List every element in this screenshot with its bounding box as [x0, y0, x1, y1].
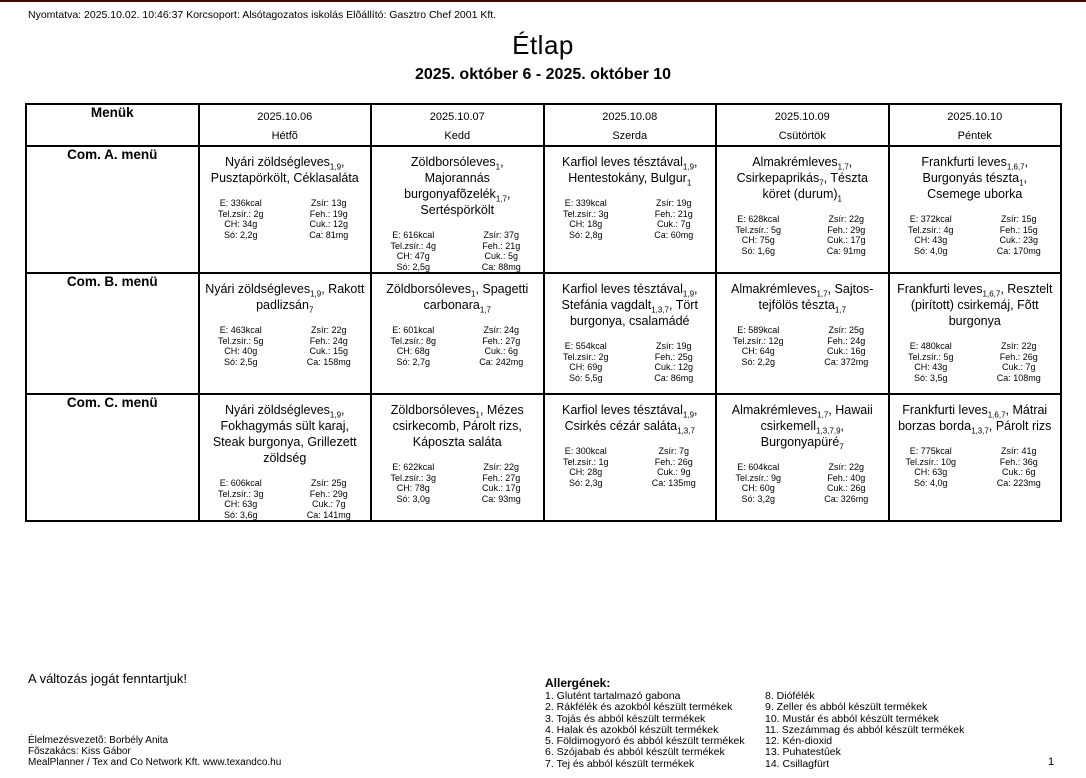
menu-table-header — [26, 104, 1061, 146]
allergen-item: 10. Mustár és abból készült termékek — [765, 712, 939, 725]
nutrition-line: Feh.: 15g — [999, 224, 1038, 235]
nutrition-line: E: 480kcal — [909, 341, 952, 351]
nutrition-line: Só: 5,5g — [568, 372, 603, 383]
nutrition-line: Ca: 88mg — [481, 261, 521, 272]
nutrition-right-column — [643, 198, 705, 240]
nutrition-line: Feh.: 21g — [482, 240, 521, 251]
day-date: 2025.10.08 — [602, 111, 658, 123]
menu-cell — [544, 394, 717, 521]
allergen-item: 2. Rákfélék és azokból készült termékek — [545, 701, 733, 714]
nutrition-line: Ca: 60mg — [654, 229, 694, 240]
nutrition-line: Tel.zsír.: 3g — [562, 208, 609, 219]
nutrition-left-column — [900, 341, 962, 383]
menu-cell — [889, 146, 1062, 273]
nutrition-block — [200, 478, 371, 520]
top-edge-line — [0, 0, 1086, 2]
day-name: Szerda — [612, 130, 648, 142]
nutrition-left-column — [555, 341, 617, 383]
menu-cell — [716, 394, 889, 521]
day-date: 2025.10.06 — [257, 111, 313, 123]
nutrition-line: Cuk.: 26g — [826, 483, 866, 493]
day-header-friday — [889, 104, 1062, 146]
nutrition-line: Só: 1,6g — [741, 245, 776, 256]
nutrition-line: Cuk.: 17g — [481, 483, 521, 493]
nutrition-line: Tel.zsír.: 2g — [217, 208, 264, 219]
nutrition-line: Só: 4,0g — [913, 245, 948, 256]
nutrition-line: E: 622kcal — [392, 462, 435, 472]
nutrition-line: Tel.zsír.: 8g — [390, 335, 437, 346]
nutrition-block — [545, 198, 716, 240]
credit-line: Fõszakács: Kiss Gábor — [28, 746, 131, 758]
nutrition-block — [890, 341, 1061, 383]
nutrition-line: E: 606kcal — [219, 478, 262, 488]
allergen-item: 11. Szezámmag és abból készült termékek — [765, 723, 965, 736]
nutrition-line: Tel.zsír.: 3g — [217, 488, 264, 499]
nutrition-line: Ca: 135mg — [651, 477, 696, 488]
nutrition-line: CH: 69g — [569, 362, 603, 372]
nutrition-line: CH: 63g — [914, 467, 948, 477]
nutrition-block — [200, 325, 371, 367]
nutrition-right-column — [298, 325, 360, 367]
dish-name: Almakrémleves$_{1,7}$, Hawaii csirkemell$_{1,3,7,9}$, Burgonyapüré$_7$ — [731, 403, 873, 452]
nutrition-line: Só: 4,0g — [913, 477, 948, 488]
nutrition-line: Feh.: 26g — [654, 456, 693, 467]
allergen-item: 13. Puhatestûek — [765, 746, 841, 759]
nutrition-line: Zsír: 22g — [310, 325, 347, 335]
dish-name: Nyári zöldségleves$_{1,9}$, Rakott padlizsán$_7$ — [205, 282, 365, 315]
table-header-row — [26, 104, 1061, 146]
nutrition-line: Feh.: 29g — [827, 224, 866, 235]
menu-table-body — [26, 146, 1061, 521]
nutrition-line: Cuk.: 5g — [484, 251, 519, 261]
nutrition-line: Cuk.: 9g — [656, 467, 691, 477]
menu-cell — [371, 394, 544, 521]
nutrition-block — [717, 214, 888, 256]
dish-name: Nyári zöldségleves$_{1,9}$, Pusztapörkölt, Céklasaláta — [210, 155, 359, 185]
nutrition-line: Cuk.: 17g — [826, 235, 866, 245]
allergens-heading: Allergének: — [545, 676, 611, 690]
nutrition-line: Só: 2,2g — [223, 229, 258, 240]
nutrition-line: CH: 78g — [396, 483, 430, 493]
nutrition-line: Feh.: 24g — [309, 335, 348, 346]
allergen-item: 12. Kén-dioxid — [765, 735, 833, 748]
dish-name: Almakrémleves$_{1,7}$, Csirkepaprikás$_7$, Tészta köret $(durum)_1$ — [736, 155, 868, 204]
nutrition-line: Tel.zsír.: 5g — [735, 224, 782, 235]
allergen-item: 1. Glutént tartalmazó gabona — [545, 690, 681, 702]
day-date: 2025.10.10 — [947, 111, 1003, 123]
nutrition-line: Ca: 326mg — [824, 493, 869, 504]
nutrition-line: CH: 40g — [224, 346, 258, 356]
page-number: 1 — [1048, 756, 1055, 768]
disclaimer-text: A változás jogát fenntartjuk! — [28, 671, 187, 686]
nutrition-line: Ca: 141mg — [306, 509, 351, 520]
nutrition-block — [372, 325, 543, 367]
nutrition-line: Feh.: 26g — [999, 351, 1038, 362]
credit-line: MealPlanner / Tex and Co Network Kft. www.texandco.hu — [28, 757, 282, 769]
nutrition-left-column — [210, 198, 272, 240]
nutrition-line: Ca: 242mg — [479, 356, 524, 367]
nutrition-line: CH: 28g — [569, 467, 603, 477]
nutrition-line: Zsír: 15g — [1000, 214, 1037, 224]
allergen-item: 5. Földimogyoró és abból készült termékek — [545, 735, 745, 748]
nutrition-line: Zsír: 37g — [483, 230, 519, 240]
nutrition-line: Cuk.: 7g — [311, 499, 346, 509]
nutrition-block — [545, 341, 716, 383]
day-name: Csütörtök — [778, 130, 826, 142]
nutrition-line: Só: 2,5g — [223, 356, 258, 367]
menu-cell — [889, 273, 1062, 394]
day-name: Hétfõ — [271, 130, 298, 142]
nutrition-block — [200, 198, 371, 240]
dish-name: Karfiol leves tésztával$_{1,9}$, Hentestokány, Bulgur$_1$ — [562, 155, 698, 188]
nutrition-line: CH: 47g — [396, 251, 430, 261]
nutrition-line: E: 775kcal — [909, 446, 952, 456]
nutrition-line: Cuk.: 12g — [309, 219, 349, 229]
allergen-item: 8. Diófélék — [765, 690, 815, 702]
nutrition-line: Ca: 158mg — [306, 356, 351, 367]
nutrition-line: Ca: 372mg — [824, 356, 869, 367]
nutrition-right-column — [988, 214, 1050, 256]
nutrition-line: Tel.zsír.: 3g — [390, 472, 437, 483]
nutrition-line: Tel.zsír.: 4g — [907, 224, 954, 235]
menu-cell — [199, 273, 372, 394]
nutrition-line: Tel.zsír.: 5g — [907, 351, 954, 362]
nutrition-left-column — [382, 325, 444, 367]
nutrition-line: Cuk.: 7g — [656, 219, 691, 229]
nutrition-line: Feh.: 29g — [309, 488, 348, 499]
menu-cell — [199, 146, 372, 273]
nutrition-line: Cuk.: 23g — [999, 235, 1039, 245]
nutrition-line: Só: 2,7g — [396, 356, 431, 367]
date-range-subtitle: 2025. október 6 - 2025. október 10 — [414, 66, 672, 83]
nutrition-line: Só: 2,5g — [396, 261, 431, 272]
day-name: Péntek — [957, 130, 992, 142]
nutrition-line: CH: 75g — [741, 235, 775, 245]
menu-cell — [889, 394, 1062, 521]
nutrition-line: Cuk.: 12g — [654, 362, 694, 372]
day-date: 2025.10.09 — [774, 111, 830, 123]
nutrition-line: CH: 68g — [396, 346, 430, 356]
nutrition-line: CH: 34g — [224, 219, 258, 229]
allergen-item: 4. Halak és azokból készült termékek — [545, 723, 719, 736]
nutrition-line: E: 300kcal — [564, 446, 607, 456]
nutrition-right-column — [815, 325, 877, 367]
nutrition-right-column — [470, 325, 532, 367]
nutrition-line: Cuk.: 6g — [1001, 467, 1036, 477]
nutrition-line: Zsír: 25g — [310, 478, 347, 488]
nutrition-line: CH: 63g — [224, 499, 258, 509]
nutrition-line: Ca: 81mg — [309, 229, 349, 240]
nutrition-line: Tel.zsír.: 12g — [732, 335, 784, 346]
nutrition-right-column — [298, 478, 360, 520]
nutrition-line: E: 554kcal — [564, 341, 607, 351]
menu-cell — [716, 146, 889, 273]
menu-cell — [544, 273, 717, 394]
nutrition-line: E: 601kcal — [392, 325, 435, 335]
nutrition-left-column — [382, 230, 444, 272]
nutrition-left-column — [210, 325, 272, 367]
nutrition-line: Só: 3,2g — [741, 493, 776, 504]
allergen-list-left — [545, 691, 745, 770]
nutrition-block — [890, 446, 1061, 488]
dish-name: Zöldborsóleves$_1$, Mézes csirkecomb, Párolt rizs, Káposzta saláta — [390, 403, 524, 449]
nutrition-block — [372, 462, 543, 504]
menu-row — [26, 273, 1061, 394]
print-metadata-line: Nyomtatva: 2025.10.02. 10:46:37 Korcsoport: Alsótagozatos iskolás Elõállító: Gasztro Chef 2001 Kft. — [28, 9, 497, 21]
nutrition-line: Ca: 93mg — [481, 493, 521, 504]
nutrition-line: Cuk.: 15g — [309, 346, 349, 356]
nutrition-right-column — [815, 462, 877, 504]
nutrition-line: Tel.zsír.: 4g — [390, 240, 437, 251]
nutrition-line: Zsír: 25g — [828, 325, 864, 335]
day-date: 2025.10.07 — [429, 111, 485, 123]
dish-name: Frankfurti leves$_{1,6,7}$, Mátrai borzas borda$_{1,3,7}$, Párolt rizs — [898, 403, 1052, 436]
nutrition-line: Ca: 86mg — [654, 372, 694, 383]
nutrition-line: Zsír: 19g — [655, 341, 692, 351]
nutrition-line: Feh.: 36g — [999, 456, 1038, 467]
menu-row-label: Com. B. menü — [26, 273, 199, 394]
dish-name: Nyári zöldségleves$_{1,9}$, Fokhagymás sült karaj, Steak burgonya, Grillezett zöldség — [212, 403, 357, 465]
nutrition-line: E: 616kcal — [392, 230, 435, 240]
nutrition-right-column — [815, 214, 877, 256]
menus-corner-header: Menük — [26, 104, 199, 146]
day-header-wednesday — [544, 104, 717, 146]
nutrition-line: Só: 2,2g — [741, 356, 776, 367]
nutrition-right-column — [643, 341, 705, 383]
day-header-thursday — [716, 104, 889, 146]
nutrition-block — [545, 446, 716, 488]
dish-name: Zöldborsóleves$_1$, Majorannás burgonyafõzelék$_{1,7}$, Sertéspörkölt — [404, 155, 511, 217]
allergen-item: 9. Zeller és abból készült termékek — [765, 701, 928, 714]
nutrition-line: CH: 43g — [914, 235, 948, 245]
dish-name: Zöldborsóleves$_1$, Spagetti carbonara$_{1,7}$ — [386, 282, 529, 315]
day-name: Kedd — [444, 130, 471, 142]
nutrition-left-column — [555, 446, 617, 488]
nutrition-line: Feh.: 27g — [482, 335, 521, 346]
menu-cell — [371, 146, 544, 273]
nutrition-right-column — [298, 198, 360, 240]
nutrition-line: Ca: 223mg — [996, 477, 1041, 488]
dish-name: Frankfurti leves$_{1,6,7}$, Burgonyás tészta$_1$, Csemege uborka — [921, 155, 1029, 201]
menu-row — [26, 146, 1061, 273]
nutrition-line: Zsír: 7g — [658, 446, 689, 456]
nutrition-right-column — [470, 230, 532, 272]
nutrition-block — [372, 230, 543, 272]
nutrition-left-column — [555, 198, 617, 240]
nutrition-left-column — [727, 462, 789, 504]
nutrition-line: Tel.zsír.: 9g — [735, 472, 782, 483]
nutrition-left-column — [900, 446, 962, 488]
nutrition-line: CH: 43g — [914, 362, 948, 372]
menu-cell — [371, 273, 544, 394]
nutrition-line: Só: 3,5g — [913, 372, 948, 383]
nutrition-line: Feh.: 24g — [827, 335, 866, 346]
day-header-tuesday — [371, 104, 544, 146]
nutrition-line: Feh.: 40g — [827, 472, 866, 483]
nutrition-block — [717, 462, 888, 504]
nutrition-line: Feh.: 21g — [654, 208, 693, 219]
nutrition-right-column — [470, 462, 532, 504]
nutrition-line: E: 372kcal — [909, 214, 952, 224]
nutrition-line: Zsír: 22g — [828, 462, 864, 472]
weekly-menu-table — [25, 103, 1062, 522]
credits-block — [28, 735, 281, 769]
nutrition-left-column — [727, 325, 789, 367]
nutrition-line: Tel.zsír.: 10g — [905, 456, 957, 467]
dish-name: Almakrémleves$_{1,7}$, Sajtos-tejfölös tészta$_{1,7}$ — [731, 282, 874, 315]
allergen-item: 14. Csillagfürt — [765, 757, 830, 770]
nutrition-line: E: 336kcal — [219, 198, 262, 208]
nutrition-line: Feh.: 19g — [309, 208, 348, 219]
nutrition-line: CH: 64g — [741, 346, 775, 356]
nutrition-line: Só: 2,8g — [568, 229, 603, 240]
nutrition-left-column — [210, 478, 272, 520]
nutrition-line: Tel.zsír.: 5g — [217, 335, 264, 346]
nutrition-line: Cuk.: 7g — [1001, 362, 1036, 372]
nutrition-line: CH: 60g — [741, 483, 775, 493]
credit-line: Élelmezésvezetõ: Borbély Anita — [28, 735, 169, 746]
allergen-item: 7. Tej és abból készült termékek — [545, 757, 695, 770]
menu-cell — [544, 146, 717, 273]
nutrition-line: Ca: 108mg — [996, 372, 1041, 383]
allergen-item: 3. Tojás és abból készült termékek — [545, 712, 706, 725]
page-title: Étlap — [512, 30, 574, 60]
allergen-item: 6. Szójabab és abból készült termékek — [545, 746, 725, 759]
nutrition-line: E: 589kcal — [737, 325, 780, 335]
nutrition-line: CH: 18g — [569, 219, 603, 229]
nutrition-line: Só: 2,3g — [568, 477, 603, 488]
nutrition-line: Zsír: 22g — [1000, 341, 1037, 351]
menu-row-label: Com. C. menü — [26, 394, 199, 521]
nutrition-line: Zsír: 24g — [483, 325, 519, 335]
nutrition-right-column — [988, 446, 1050, 488]
menu-row — [26, 394, 1061, 521]
nutrition-line: Feh.: 27g — [482, 472, 521, 483]
nutrition-line: Ca: 170mg — [996, 245, 1041, 256]
nutrition-line: E: 628kcal — [737, 214, 780, 224]
dish-name: Karfiol leves tésztával$_{1,9}$, Stefánia vagdalt$_{1,3,7}$, Tört burgonya, csalamádé — [561, 282, 698, 328]
nutrition-left-column — [382, 462, 444, 504]
nutrition-left-column — [727, 214, 789, 256]
nutrition-line: Zsír: 22g — [828, 214, 864, 224]
nutrition-line: Zsír: 22g — [483, 462, 519, 472]
nutrition-right-column — [643, 446, 705, 488]
day-header-monday — [199, 104, 372, 146]
nutrition-line: E: 604kcal — [737, 462, 780, 472]
nutrition-line: E: 339kcal — [564, 198, 607, 208]
nutrition-line: Feh.: 25g — [654, 351, 693, 362]
menu-cell — [716, 273, 889, 394]
nutrition-block — [717, 325, 888, 367]
nutrition-line: Zsír: 19g — [655, 198, 692, 208]
allergen-list-right — [765, 691, 964, 770]
nutrition-line: Só: 3,0g — [396, 493, 431, 504]
nutrition-right-column — [988, 341, 1050, 383]
nutrition-block — [890, 214, 1061, 256]
nutrition-line: Cuk.: 6g — [484, 346, 519, 356]
nutrition-line: Zsír: 13g — [310, 198, 347, 208]
nutrition-line: Tel.zsír.: 1g — [562, 456, 609, 467]
dish-name: Karfiol leves tésztával$_{1,9}$, Csirkés cézár saláta$_{1,3,7}$ — [562, 403, 698, 436]
nutrition-line: Cuk.: 16g — [826, 346, 866, 356]
nutrition-line: Zsír: 41g — [1000, 446, 1037, 456]
nutrition-left-column — [900, 214, 962, 256]
menu-row-label: Com. A. menü — [26, 146, 199, 273]
nutrition-line: E: 463kcal — [219, 325, 262, 335]
nutrition-line: Tel.zsír.: 2g — [562, 351, 609, 362]
dish-name: Frankfurti leves$_{1,6,7}$, Resztelt (pirított) csirkemáj, Fõtt burgonya — [897, 282, 1053, 328]
menu-cell — [199, 394, 372, 521]
nutrition-line: Só: 3,6g — [223, 509, 258, 520]
nutrition-line: Ca: 91mg — [826, 245, 866, 256]
